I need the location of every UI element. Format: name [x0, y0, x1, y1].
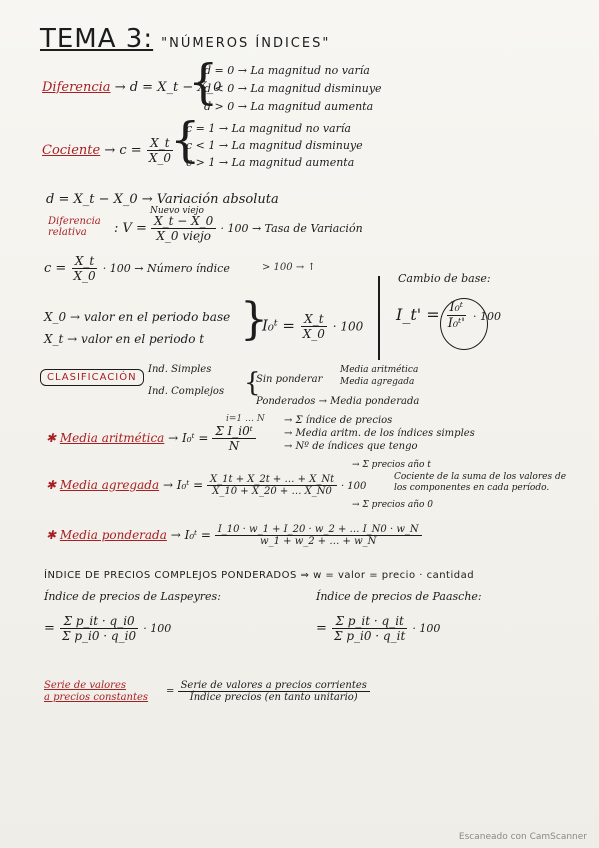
diferencia-case: d = 0 → La magnitud no varía — [204, 64, 370, 77]
cociente-label: Cociente — [42, 143, 101, 158]
media-ponderada-fraction: $\frac{I\_10 \cdot w\_1 + I\_20 \cdot w\_2 + \dots I\_N0 \cdot w\_N}{w\_1 + w\_2 + \dots + w\_N}$ — [215, 524, 422, 547]
clasificacion-brace: { — [244, 368, 261, 398]
cociente-case: c > 1 → La magnitud aumenta — [186, 156, 355, 169]
periodo-definitions — [44, 306, 230, 350]
ind-complejos: Ind. Complejos — [148, 386, 225, 397]
title-main: TEMA 3: — [40, 24, 154, 54]
cambio-base-fraction: $\frac{\text{I₀ᵗ}}{\text{I₀ᵗ'}}$ — [447, 300, 465, 331]
periodo-t-line: X_t → valor en el periodo t — [44, 332, 205, 346]
sin-ponderar: Sin ponderar — [256, 374, 323, 385]
serie-lhs: Serie de valores a precios constantes — [44, 680, 149, 703]
media-ponderada-label: Media ponderada — [59, 528, 167, 542]
laspeyres-label: Índice de precios de Laspeyres: — [44, 590, 221, 603]
serie-formula: = $\frac{\text{Serie de valores a precios corrientes}}{\text{Índice precios (en tanto unitario)}}$ — [166, 680, 370, 703]
diferencia-relativa-label: Diferencia relativa — [48, 216, 101, 238]
page-title — [40, 24, 330, 54]
cociente-case: c < 1 → La magnitud disminuye — [186, 139, 363, 152]
media-aritmetica-label: Media aritmética — [59, 431, 165, 445]
laspeyres-formula: = $\frac{\text{Σ p\_it · q\_i0}}{\text{Σ p\_i0 · q\_i0}}$ · 100 — [44, 614, 172, 643]
cociente-row — [42, 136, 174, 165]
ponderados: Ponderados → Media ponderada — [256, 396, 420, 407]
periodo-formula: I₀ᵗ = $\frac{X\_t}{X\_0}$ · 100 — [262, 312, 364, 341]
sin-ponderar-options: Media aritmética Media agregada — [340, 365, 419, 387]
numero-indice-formula: c = $\frac{X\_t}{X\_0}$ · 100 → Número índice — [44, 254, 230, 283]
paasche-formula: = $\frac{\text{Σ p\_it · q\_it}}{\text{Σ p\_i0 · q\_it}}$ · 100 — [316, 614, 441, 643]
precios-ano-0: → Σ precios año 0 — [352, 500, 433, 510]
numero-indice-fraction: $\frac{X\_t}{X\_0}$ — [73, 254, 96, 283]
diferencia-case: d < 0 → La magnitud disminuye — [204, 82, 382, 95]
variacion-fraction: $\frac{X\_t - X\_0}{\text{X\_0 viejo}}$ — [151, 214, 216, 243]
cociente-cases — [186, 120, 363, 171]
sum-index: i=1 … N — [226, 414, 265, 424]
media-agregada-explanation: Cociente de la suma de los valores de los componentes en cada período. — [394, 472, 567, 493]
precios-ano-t: → Σ precios año t — [352, 460, 431, 470]
paasche-fraction: $\frac{\text{Σ p\_it · q\_it}}{\text{Σ p\_i0 · q\_it}}$ — [334, 614, 406, 643]
diferencia-cases — [204, 62, 382, 116]
complejos-ponderados: ÍNDICE DE PRECIOS COMPLEJOS PONDERADOS ⇒ w = valor = precio · cantidad — [44, 570, 475, 581]
numero-indice-note: > 100 → ↑ — [262, 262, 316, 273]
title-sub: "NÚMEROS ÍNDICES" — [161, 36, 331, 51]
periodo-fraction: $\frac{X\_t}{X\_0}$ — [302, 312, 325, 341]
diferencia-brace: { — [188, 54, 219, 110]
nuevo-viejo-note: Nuevo viejo — [150, 206, 204, 216]
paasche-label: Índice de precios de Paasche: — [316, 590, 482, 603]
periodo-base-line: X_0 → valor en el periodo base — [44, 310, 231, 324]
divider-line — [378, 276, 380, 360]
cociente-brace: { — [170, 112, 201, 168]
laspeyres-fraction: $\frac{\text{Σ p\_it · q\_i0}}{\text{Σ p\_i0 · q\_i0}}$ — [62, 614, 137, 643]
media-ponderada-row: ✱ Media ponderada → I₀ᵗ = $\frac{I\_10 \cdot w\_1 + I\_20 \cdot w\_2 + \dots I\_N0 \cdot w\_N}{w\_1 + w\_2 + \dots + w\_N}$ — [46, 524, 422, 547]
media-agregada-row: ✱ Media agregada → I₀ᵗ = $\frac{X\_1t + X\_2t + \dots + X\_Nt}{X\_10 + X\_20 + \dots X\_N0}$ · 100 — [46, 474, 367, 497]
variacion-relativa-formula: : V = $\frac{X\_t - X\_0}{\text{X\_0 viejo}}$ · 100 → Tasa de Variación — [114, 214, 363, 243]
scanner-watermark: Escaneado con CamScanner — [458, 832, 587, 842]
media-agregada-fraction: $\frac{X\_1t + X\_2t + \dots + X\_Nt}{X\_10 + X\_20 + \dots X\_N0}$ — [207, 474, 337, 497]
cociente-fraction: $\frac{X\_t}{X\_0}$ — [148, 136, 172, 165]
diferencia-formula: → d = X_t − X_0 — [114, 80, 222, 95]
media-aritmetica-fraction: $\frac{\text{Σ I\_i0ᵗ}}{N}$ — [212, 424, 255, 453]
cociente-case: c = 1 → La magnitud no varía — [186, 122, 351, 135]
diferencia-case: d > 0 → La magnitud aumenta — [204, 100, 374, 113]
ind-simples: Ind. Simples — [148, 364, 212, 375]
circle-mark — [440, 298, 488, 350]
periodo-brace: } — [240, 294, 268, 345]
serie-fraction: $\frac{\text{Serie de valores a precios corrientes}}{\text{Índice precios (en tanto unitario)}}$ — [178, 680, 370, 703]
clasificacion-box: CLASIFICACIÓN — [40, 372, 144, 383]
diferencia-label: Diferencia — [42, 80, 111, 95]
cociente-formula: → c = — [104, 143, 142, 158]
variacion-absoluta: d = X_t − X_0 → Variación absoluta — [46, 192, 279, 207]
cambio-base-label: Cambio de base: — [398, 272, 491, 285]
media-aritmetica-row: ✱ Media aritmética → I₀ᵗ = $\frac{\text{Σ I\_i0ᵗ}}{N}$ — [46, 424, 256, 453]
media-aritmetica-notes: → Σ índice de precios → Media aritm. de los índices simples → Nº de índices que tengo — [284, 415, 475, 452]
media-agregada-label: Media agregada — [59, 478, 160, 492]
cambio-base-formula: I_t' = $\frac{\text{I₀ᵗ}}{\text{I₀ᵗ'}}$ · 100 — [396, 300, 501, 331]
